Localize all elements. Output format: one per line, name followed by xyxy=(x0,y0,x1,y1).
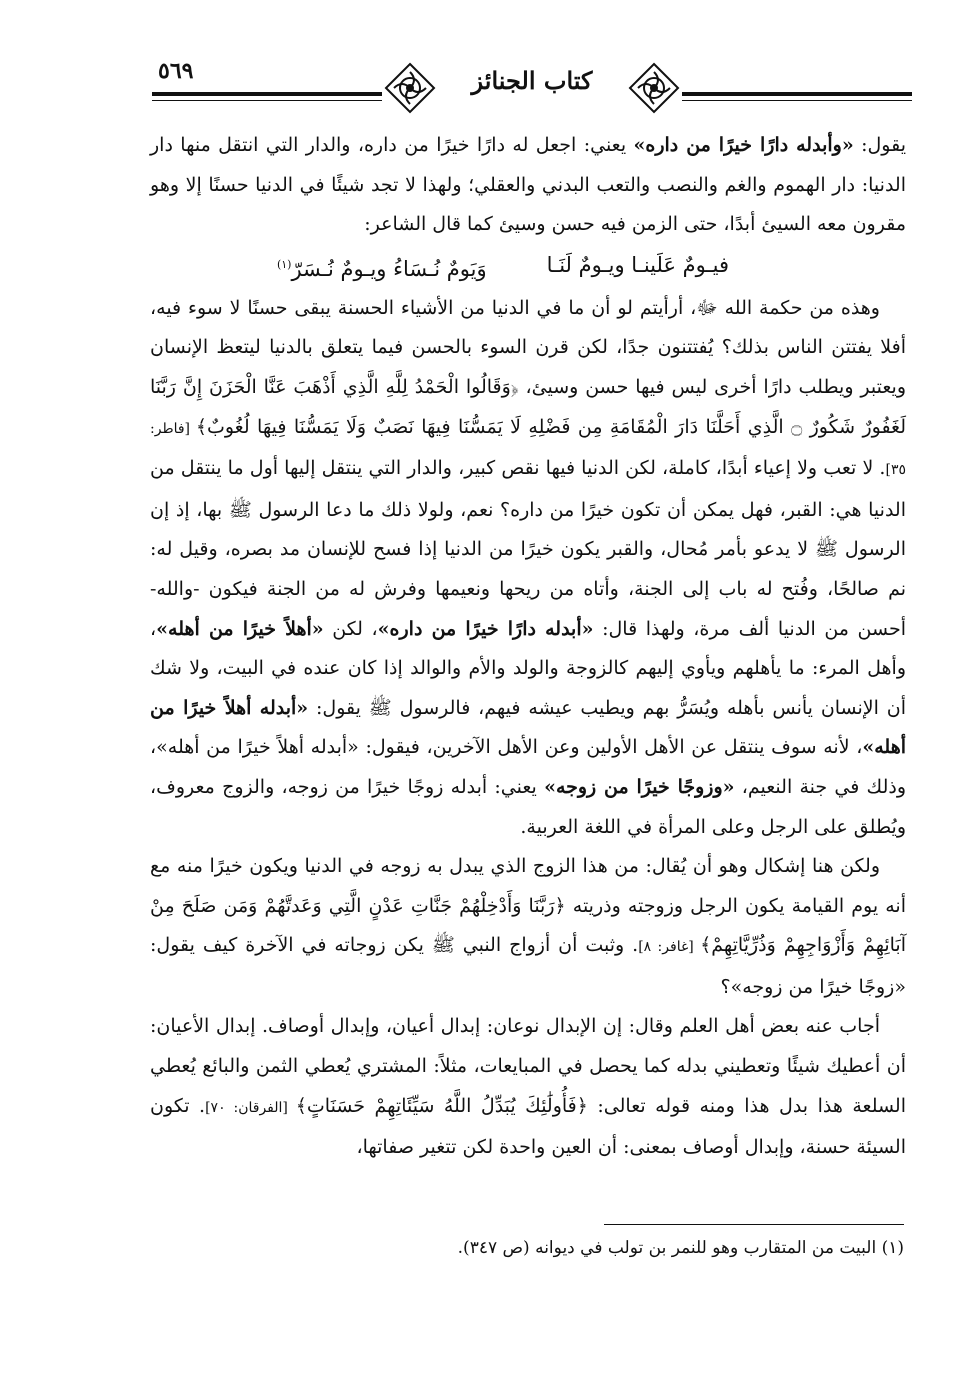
hadith-quote: «أهلاً خيرًا من أهله» xyxy=(156,617,324,640)
sura-reference: [غافر: ٨] xyxy=(638,939,701,956)
sura-reference: [الفرقان: ٧٠] xyxy=(205,1099,296,1116)
footnote: (١) البيت من المتقارب وهو للنمر بن تولب في ديوانه (ص ٣٤٧). xyxy=(457,1238,904,1258)
verse-hemistich-2 xyxy=(277,245,487,289)
text-segment: . لا تعب ولا إعياء أبدًا، كاملة، لكن الدنيا فيها نقص كبير، والدار التي ينتقل إليها أول ما ينتقل من الدنيا هي: القبر، فهل يمكن أن تكون خيرًا من داره؟ نعم، ولولا ذلك ما دعا الرسول ﷺ بها، إذ إن الرسول ﷺ لا يدعو بأمر مُحال، والقبر يكون خيرًا من الدنيا إذا فسح للإنسان مد بصره، وقيل له: نم صالحًا، وفُتح له باب إلى الجنة، وأتاه من ريحها ونعيمها وفرش له من الجنة فيكون -والله- أحسن من الدنيا ألف مرة، ولهذا قال: xyxy=(150,457,906,640)
paragraphs-before-verse xyxy=(150,126,906,245)
hadith-quote: «أبدله أهلاً خيرًا من أهله» xyxy=(150,696,906,759)
ornament-right-icon xyxy=(626,60,682,116)
sura-reference: [فاطر: ٣٥] xyxy=(150,420,906,479)
paragraph xyxy=(150,289,906,847)
page-header xyxy=(152,52,912,114)
footnote-divider xyxy=(604,1224,904,1225)
paragraph xyxy=(150,847,906,1007)
ornament-left-icon xyxy=(382,60,438,116)
body-text xyxy=(150,126,906,1168)
hadith-quote: «أبدله دارًا خيرًا من داره» xyxy=(377,617,594,640)
text-segment: يعني: اجعل له دارًا خيرًا من داره، والدار التي انتقل منها دار الدنيا: دار الهموم والغم والنصب والتعب البدني والعقلي؛ ولهذا لا تجد شيئًا في الدنيا حسنًا إلا وهو مقرون معه السيئ أبدًا، حتى الزمن فيه حسن وسيئ كما قال الشاعر: xyxy=(150,134,906,236)
text-segment: وهذه من حكمة الله ﷻ، أرأيتم لو أن ما في الدنيا من الأشياء الحسنة يبقى حسنًا لا سوء فيه، أفلا يفتتن الناس بذلك؟ يُفتتنون جدًا، لكن قرن السوء بالحسن فيما يتعلق بالدنيا ليتعظ الإنسان ويعتبر ويطلب دارًا أخرى ليس فيها حسن وسيئ، xyxy=(150,296,906,398)
verse-hemistich-1: فيـومٌ عَلَينـا ويـومٌ لَنَـا xyxy=(546,252,730,277)
header-title-cartouche xyxy=(382,56,682,112)
hadith-quote: «وزوجًا خيرًا من زوجه» xyxy=(544,775,735,798)
paragraphs-after-verse xyxy=(150,289,906,1168)
text-segment: يقول: xyxy=(853,134,906,156)
text-segment: . تكون السيئة حسنة، وإبدال أوصاف بمعنى: أن العين واحدة لكن تتغير صفاتها، xyxy=(150,1094,906,1159)
hadith-quote: «وأبدله دارًا خيرًا من داره» xyxy=(633,134,854,156)
text-segment: . وثبت أن أزواج النبي ﷺ يكن زوجاته في الآخرة كيف يقول: «زوجًا خيرًا من زوجه»؟ xyxy=(150,934,906,998)
verse-hemistich-2-text: وَيَومٌ نُـسَاءُ ويـومٌ نُـسَرّ xyxy=(291,256,487,281)
quran-quote: ﴿وَقَالُوا الْحَمْدُ لِلَّهِ الَّذِي أَذْهَبَ عَنَّا الْحَزَنَ إِنَّ رَبَّنَا لَغَفُورٌ شَكُورٌ ۝ الَّذِي أَحَلَّنَا دَارَ الْمُقَامَةِ مِن فَضْلِهِ لَا يَمَسُّنَا فِيهَا نَصَبٌ وَلَا يَمَسُّنَا فِيهَا لُغُوبٌ﴾ xyxy=(150,375,907,438)
poetry-verse xyxy=(150,245,856,289)
paragraph xyxy=(150,1007,906,1167)
text-segment: أجاب عنه بعض أهل العلم وقال: إن الإبدال نوعان: إبدال أعيان، وإبدال أوصاف. إبدال الأعيان: أن أعطيك شيئًا وتعطيني بدله كما يحصل في المبايعات، مثلاً: المشتري يُعطي الثمن والبائع يُعطي السلعة هذا بدل هذا ومنه قوله تعالى: xyxy=(150,1015,907,1117)
page-number: ٥٦٩ xyxy=(158,58,194,84)
book-title: كتاب الجنائز xyxy=(471,66,593,95)
text-segment: ، وأهل المرء: ما يأهلهم ويأوي إليهم كالزوجة والولد والأم والوالد إذا كان عنده في البيت، ولا شك أن الإنسان يأنس بأهله ويُسَرُّ بهم ويطيب عيشه فيهم، فالرسول ﷺ يقول: xyxy=(150,617,906,719)
quran-quote: ﴿رَبَّنَا وَأَدْخِلْهُمْ جَنَّاتِ عَدْنٍ الَّتِي وَعَدتَّهُمْ وَمَن صَلَحَ مِنْ آبَائِهِمْ وَأَزْوَاجِهِمْ وَذُرِّيَّاتِهِمْ﴾ xyxy=(150,894,906,957)
text-segment: يعني: أبدله زوجًا خيرًا من زوجه، والزوج معروف، ويُطلق على الرجل وعلى المرأة في اللغة العربية. xyxy=(150,775,906,838)
paragraph xyxy=(150,126,906,245)
footnote-marker: (١) xyxy=(276,257,292,271)
text-segment: ، لأنه سوف ينتقل عن الأهل الأولين وعن الأهل الآخرين، فيقول: «أبدله أهلاً خيرًا من أهله»، وذلك في جنة النعيم، xyxy=(150,736,906,798)
text-segment: ولكن هنا إشكال وهو أن يُقال: من هذا الزوج الذي يبدل به زوجه في الدنيا ويكون خيرًا منه مع أنه يوم القيامة يكون الرجل وزوجته وذريته xyxy=(150,855,906,917)
quran-quote: ﴿فَأُولَٰئِكَ يُبَدِّلُ اللَّهُ سَيِّئَاتِهِمْ حَسَنَاتٍ﴾ xyxy=(295,1094,588,1117)
text-segment: ، لكن xyxy=(323,617,378,640)
